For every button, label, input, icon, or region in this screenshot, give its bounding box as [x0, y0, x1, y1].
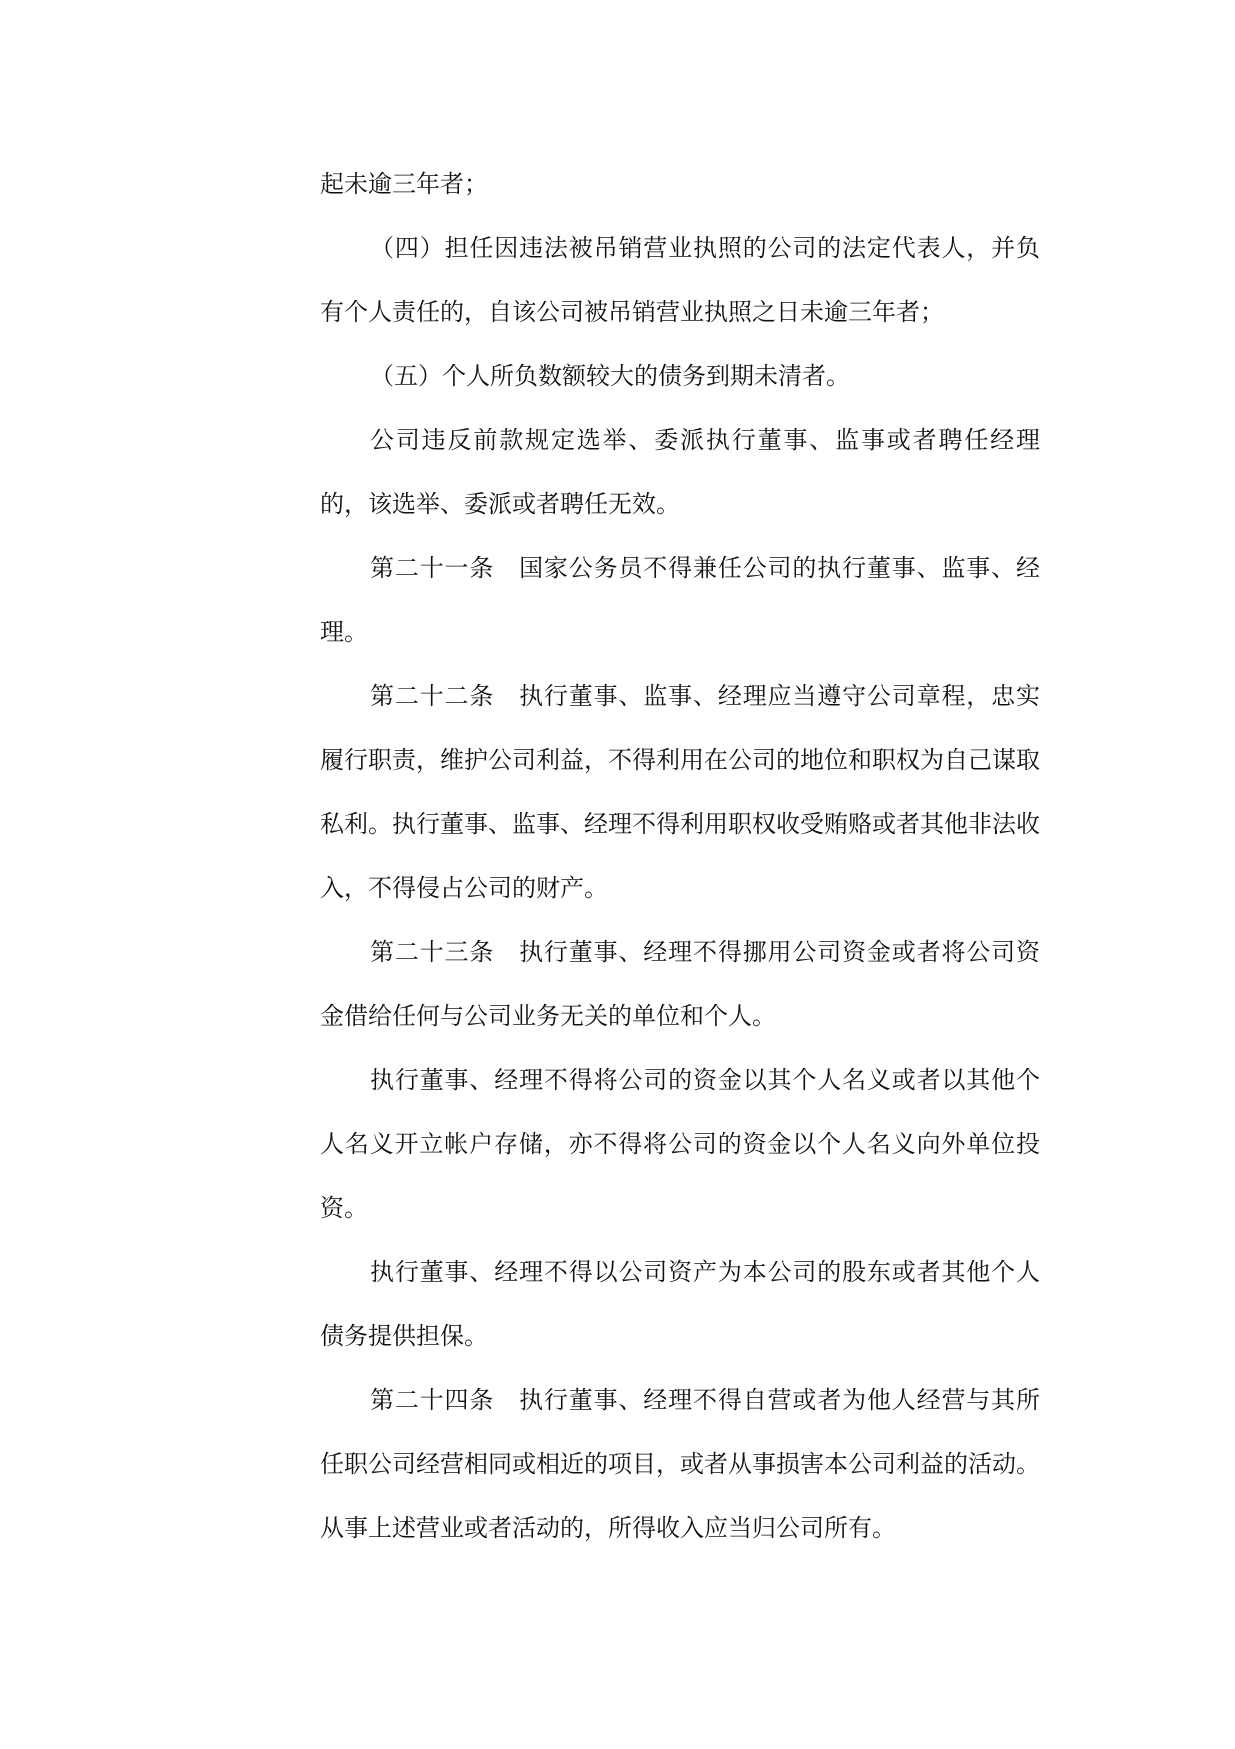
paragraph-account-rule: [320, 1048, 1040, 1240]
article-text: 执行董事、经理不得自营或者为他人经营与其所任职公司经营相同或相近的项目，或者从事损害本公司利益的活动。从事上述营业或者活动的，所得收入应当归公司所有。: [320, 1386, 1041, 1542]
paragraph-text: 公司违反前款规定选举、委派执行董事、监事或者聘任经理的，该选举、委派或者聘任无效。: [320, 426, 1040, 518]
article-text: 执行董事、经理不得挪用公司资金或者将公司资金借给任何与公司业务无关的单位和个人。: [320, 938, 1041, 1030]
article-number: 第二十二条: [370, 682, 495, 710]
article-number: 第二十一条: [370, 554, 495, 582]
paragraph-continuation: [320, 152, 1040, 216]
document-body: [320, 152, 1040, 1560]
paragraph-item-4: [320, 216, 1040, 344]
article-21: [320, 536, 1040, 664]
paragraph-text: （四）担任因违法被吊销营业执照的公司的法定代表人，并负有个人责任的，自该公司被吊销营业执照之日未逾三年者；: [320, 234, 1040, 326]
paragraph-text: 执行董事、经理不得将公司的资金以其个人名义或者以其他个人名义开立帐户存储，亦不得将公司的资金以个人名义向外单位投资。: [320, 1066, 1040, 1222]
article-23: [320, 920, 1040, 1048]
paragraph-text: 执行董事、经理不得以公司资产为本公司的股东或者其他个人债务提供担保。: [320, 1258, 1040, 1350]
paragraph-text: 起未逾三年者；: [320, 170, 488, 198]
paragraph-item-5: [320, 344, 1040, 408]
article-number: 第二十四条: [370, 1386, 495, 1414]
article-number: 第二十三条: [370, 938, 495, 966]
article-22: [320, 664, 1040, 920]
article-text: 国家公务员不得兼任公司的执行董事、监事、经理。: [320, 554, 1041, 646]
paragraph-guarantee-rule: [320, 1240, 1040, 1368]
paragraph-text: （五）个人所负数额较大的债务到期未清者。: [370, 362, 850, 390]
article-24: [320, 1368, 1040, 1560]
paragraph-invalid-appointment: [320, 408, 1040, 536]
article-text: 执行董事、监事、经理应当遵守公司章程，忠实履行职责，维护公司利益，不得利用在公司的地位和职权为自己谋取私利。执行董事、监事、经理不得利用职权收受贿赂或者其他非法收入，不得侵占公司的财产。: [320, 682, 1041, 902]
